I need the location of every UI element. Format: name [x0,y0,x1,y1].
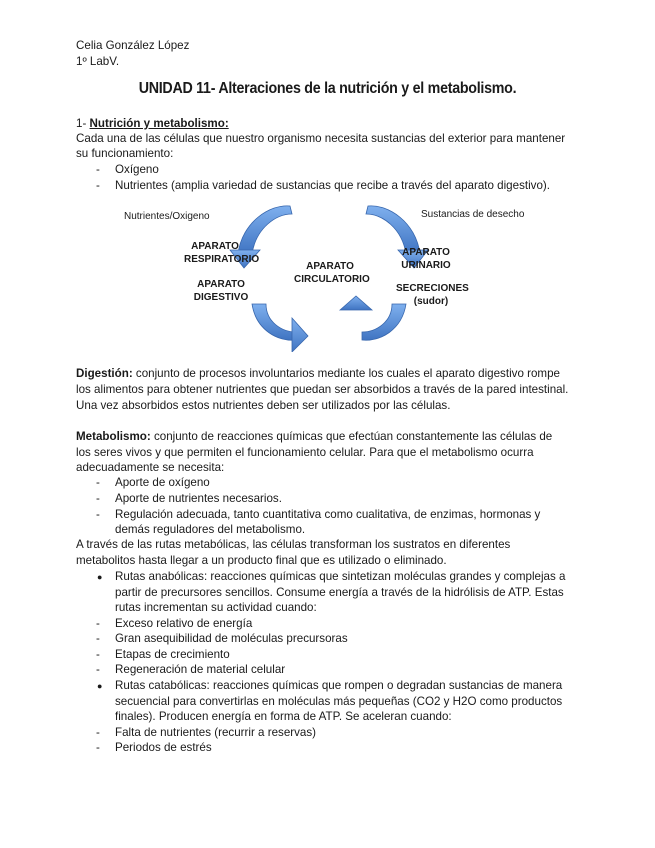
label-aparato-digestivo: APARATO DIGESTIVO [193,279,249,303]
digestion-definition: Digestión: conjunto de procesos involuntarios mediante los cuales el aparato digestivo rompe [76,367,560,380]
list-item: Exceso relativo de energía [115,617,253,630]
list-dash: - [96,179,100,192]
list-item: Etapas de crecimiento [115,648,230,661]
section-title: Nutrición y metabolismo: [89,117,229,130]
list-dash: - [96,663,100,676]
list-item: Aporte de oxígeno [115,476,210,489]
section-intro: Cada una de las células que nuestro organismo necesita sustancias del exterior para mantener [76,132,566,145]
list-dash: - [96,617,100,630]
list-item: Regulación adecuada, tanto cuantitativa como cualitativa, de enzimas, hormonas y [115,508,541,521]
arrow-top-left [238,206,292,254]
rutas-intro: A través de las rutas metabólicas, las células transforman los sustratos en diferentes [76,538,511,551]
rutas-intro-cont: metabolitos hasta llegar a un producto final que es utilizado o eliminado. [76,554,447,567]
label-aparato-urinario: APARATO URINARIO [401,247,451,271]
metabolismo-definition: Metabolismo: conjunto de reacciones químicas que efectúan constantemente las células de [76,430,553,443]
anabolicas-text: rutas incrementan su actividad cuando: [115,601,317,614]
label-secreciones: SECRECIONES (sudor) [396,283,469,307]
list-dash: - [96,741,100,754]
section-intro-cont: su funcionamiento: [76,147,174,160]
page-title: UNIDAD 11- Alteraciones de la nutrición y el metabolismo. [138,80,517,97]
catabolicas-text: finales). Producen energía en forma de ATP. Se aceleran cuando: [115,710,452,723]
list-dash: - [96,726,100,739]
author-name: Celia González López [76,39,190,52]
digestion-line: Una vez absorbidos estos nutrientes deben ser utilizados por las células. [76,399,451,412]
catabolicas-text: secuencial para convertirlas en moléculas más pequeñas (CO2 y H2O como productos [115,695,563,708]
list-dash: - [96,492,100,505]
anabolicas-text: Rutas anabólicas: reacciones químicas que sintetizan moléculas grandes y complejas a [115,570,566,583]
author-course: 1º LabV. [76,55,120,68]
list-dash: - [96,648,100,661]
metabolismo-term: Metabolismo: [76,430,151,443]
anabolicas-text: partir de precursores sencillos. Consume energía a través de la hidrólisis de ATP. Estas [115,586,564,599]
list-item: Gran asequibilidad de moléculas precursoras [115,632,348,645]
digestion-line: los alimentos para obtener nutrientes que puedan ser absorbidos a través de la pared intestinal. [76,383,569,396]
label-aparato-respiratorio: APARATO RESPIRATORIO [184,241,260,265]
list-item: Regeneración de material celular [115,663,286,676]
list-dash: - [96,632,100,645]
list-dash: - [96,476,100,489]
list-dash: - [96,508,100,521]
label-aparato-circulatorio: APARATO CIRCULATORIO [294,261,370,285]
catabolicas-text: Rutas catabólicas: reacciones químicas que rompen o degradan sustancias de manera [115,679,563,692]
list-item: Periodos de estrés [115,741,212,754]
digestion-term: Digestión: [76,367,133,380]
list-item: Nutrientes (amplia variedad de sustancias que recibe a través del aparato digestivo). [115,179,551,192]
bullet-dot: ● [97,681,103,691]
label-nutrientes-oxigeno: Nutrientes/Oxigeno [124,211,210,222]
list-item: Aporte de nutrientes necesarios. [115,492,282,505]
list-item: Falta de nutrientes (recurrir a reservas) [115,726,317,739]
label-sustancias-desecho: Sustancias de desecho [421,209,525,220]
metabolismo-line: los seres vivos y que permiten el funcionamiento celular. Para que el metabolismo ocurra [76,446,534,459]
section-number: 1- [76,117,87,130]
list-item-cont: demás reguladores del metabolismo. [115,523,306,536]
list-dash: - [96,163,100,176]
list-item: Oxígeno [115,163,159,176]
metabolismo-line: adecuadamente se necesita: [76,461,225,474]
bullet-dot: ● [97,572,103,582]
arrow-bottom-left [252,304,296,340]
circulation-diagram [110,192,550,352]
section-heading [76,117,229,131]
